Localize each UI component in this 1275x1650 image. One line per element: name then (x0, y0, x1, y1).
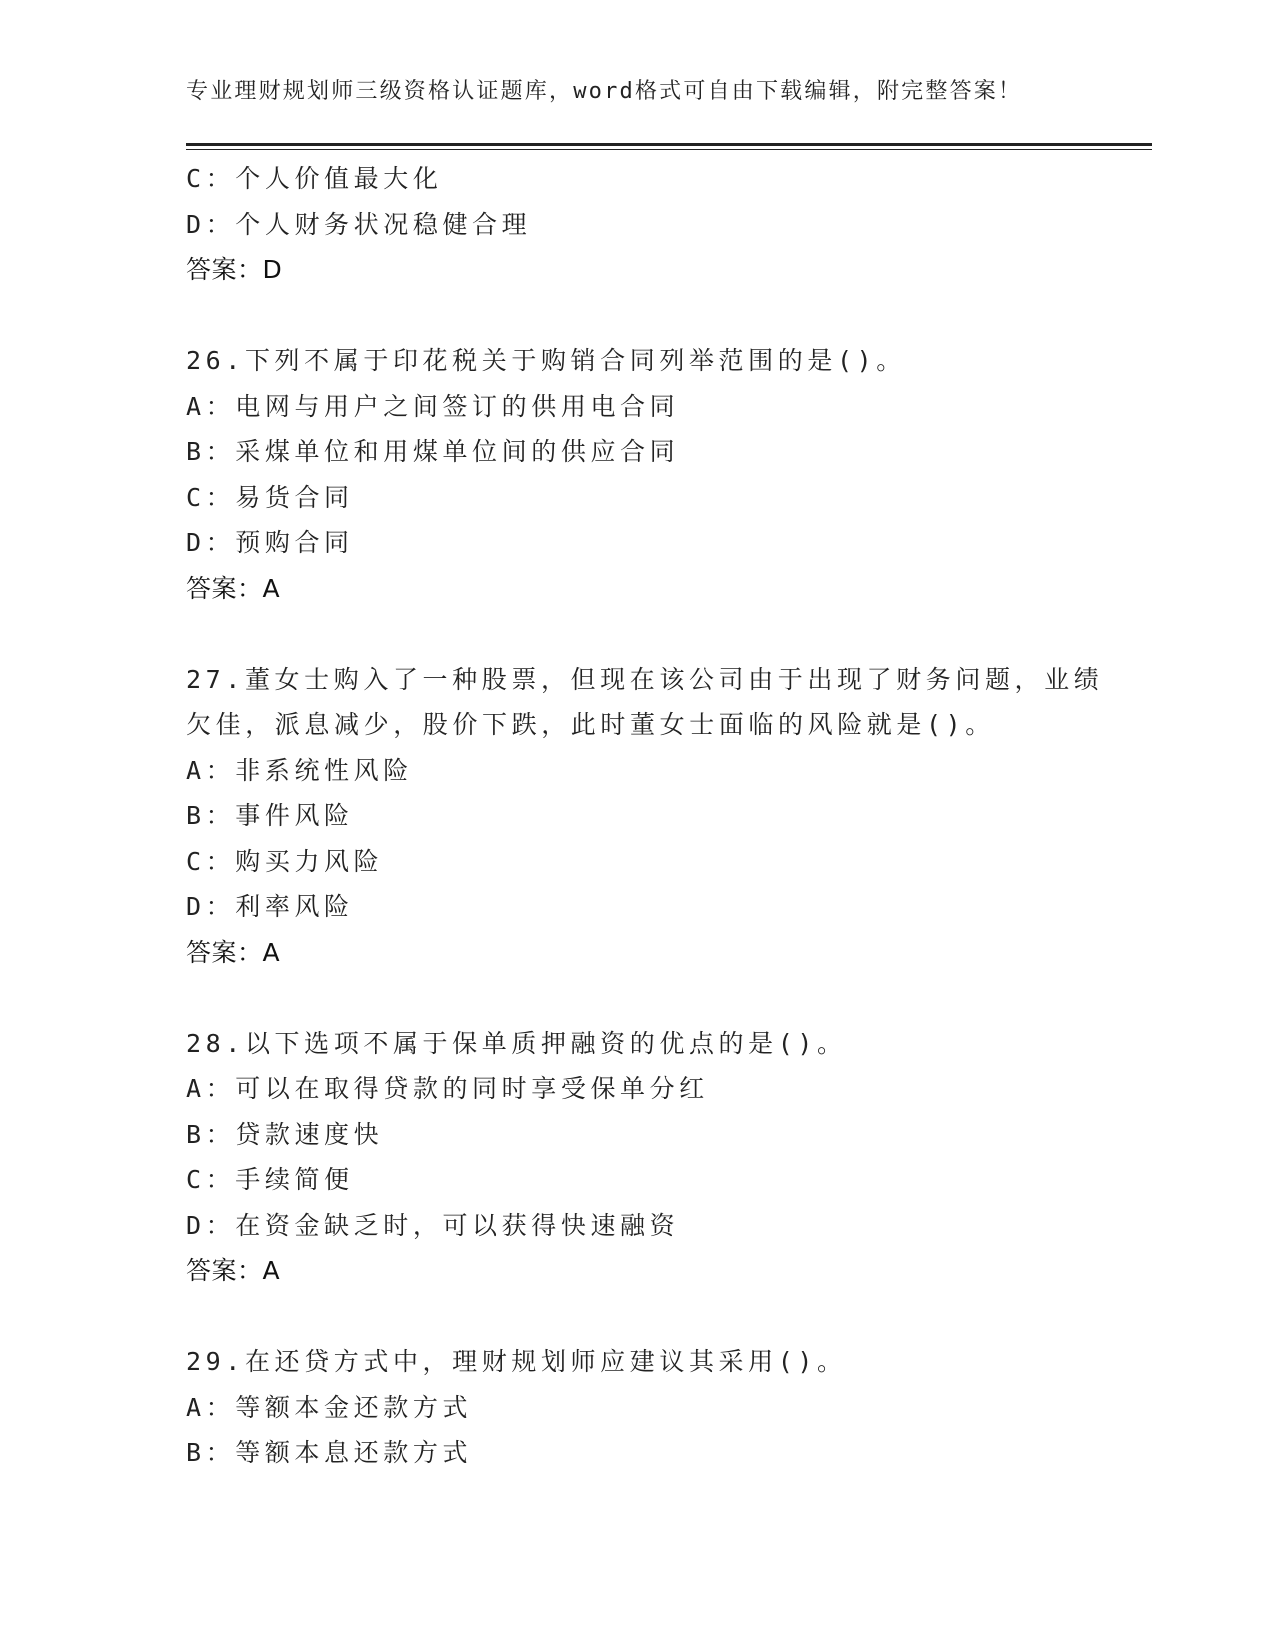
answer-line: 答案：A (186, 1256, 281, 1285)
question-stem: 29.在还贷方式中，理财规划师应建议其采用()。 (186, 1347, 847, 1376)
option-line: B：等额本息还款方式 (186, 1438, 473, 1467)
header-rule-thick (186, 143, 1152, 146)
option-line: A：电网与用户之间签订的供用电合同 (186, 391, 680, 421)
option-line: C：个人价值最大化 (186, 164, 443, 193)
header-rule-thin (186, 149, 1152, 150)
question-29 (186, 1339, 1086, 1476)
option-line: C：易货合同 (186, 482, 354, 512)
option-line: A：非系统性风险 (186, 755, 413, 785)
answer-line: 答案：D (186, 255, 283, 284)
question-26 (186, 338, 1086, 611)
option-line: D：预购合同 (186, 528, 354, 557)
question-stem: 26.下列不属于印花税关于购销合同列举范围的是()。 (186, 346, 906, 375)
option-line: D：利率风险 (186, 892, 354, 921)
question-28 (186, 1021, 1086, 1294)
page-header: 专业理财规划师三级资格认证题库，word格式可自由下载编辑，附完整答案！ (186, 79, 1023, 104)
option-line: D：在资金缺乏时，可以获得快速融资 (186, 1210, 680, 1240)
answer-line: 答案：A (186, 573, 281, 603)
answer-line: 答案：A (186, 937, 281, 967)
option-line: A：等额本金还款方式 (186, 1392, 473, 1422)
option-line: B：采煤单位和用煤单位间的供应合同 (186, 437, 680, 466)
option-line: C：购买力风险 (186, 846, 384, 876)
option-line: B：事件风险 (186, 801, 354, 830)
question-content (186, 156, 1104, 1476)
option-line: A：可以在取得贷款的同时享受保单分红 (186, 1074, 709, 1103)
question-stem: 27.董女士购入了一种股票，但现在该公司由于出现了财务问题，业绩 (186, 664, 1104, 694)
question-27 (186, 657, 1104, 976)
option-line: D：个人财务状况稳健合理 (186, 209, 532, 239)
question-stem: 欠佳，派息减少，股价下跌，此时董女士面临的风险就是()。 (186, 710, 995, 739)
question-stem: 28.以下选项不属于保单质押融资的优点的是()。 (186, 1028, 847, 1058)
option-line: C：手续简便 (186, 1165, 354, 1194)
option-line: B：贷款速度快 (186, 1119, 384, 1149)
